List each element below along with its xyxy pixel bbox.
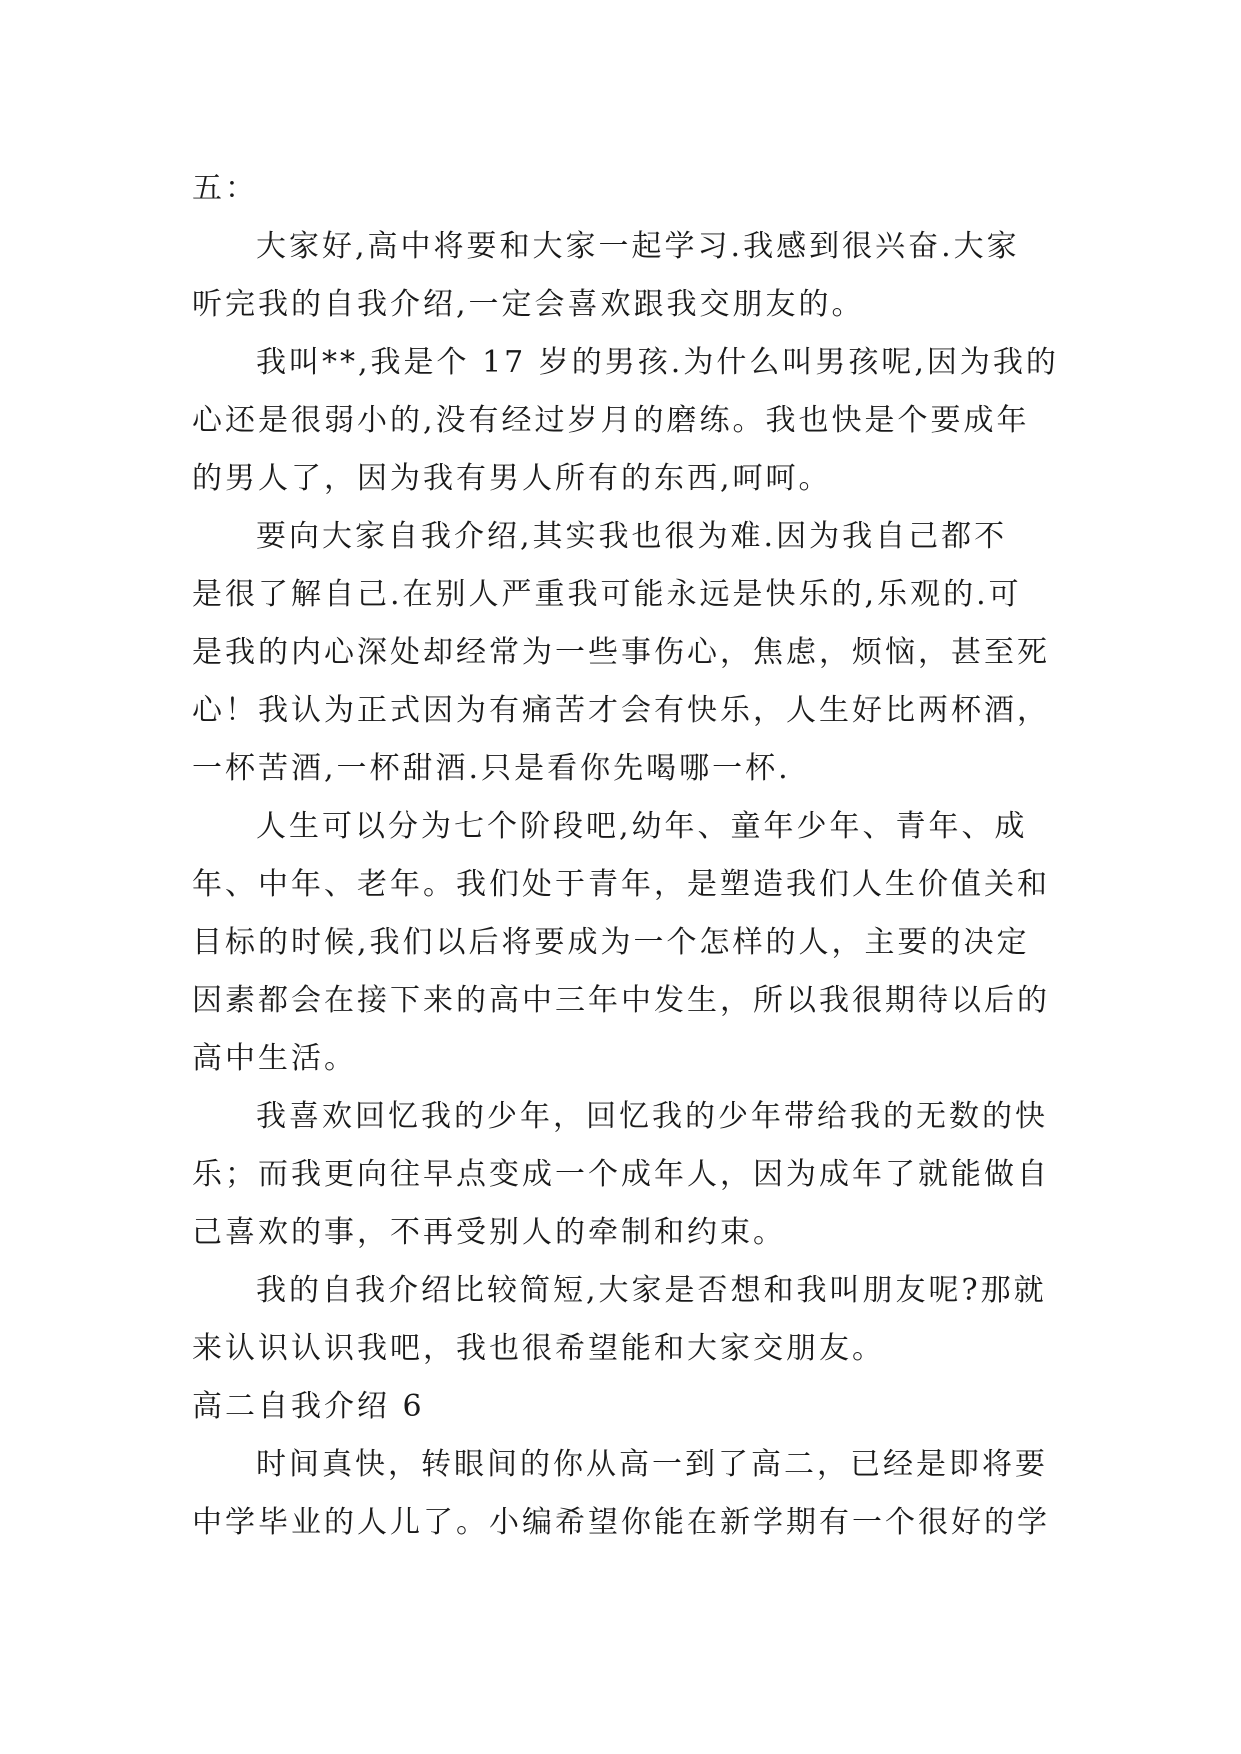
text-line: 中学毕业的人儿了。小编希望你能在新学期有一个很好的学 bbox=[192, 1505, 1050, 1540]
text-line: 时间真快，转眼间的你从高一到了高二，已经是即将要 bbox=[256, 1447, 1048, 1482]
text-line: 一杯苦酒,一杯甜酒.只是看你先喝哪一杯. bbox=[192, 751, 791, 786]
text-line: 人生可以分为七个阶段吧,幼年、童年少年、青年、成 bbox=[256, 809, 1028, 844]
text-line: 我叫**,我是个 17 岁的男孩.为什么叫男孩呢,因为我的 bbox=[256, 345, 1059, 380]
document-body bbox=[192, 160, 1060, 1552]
text-line: 我的自我介绍比较简短,大家是否想和我叫朋友呢?那就 bbox=[256, 1273, 1047, 1308]
text-line: 来认识认识我吧，我也很希望能和大家交朋友。 bbox=[192, 1331, 885, 1366]
text-line: 心还是很弱小的,没有经过岁月的磨练。我也快是个要成年 bbox=[192, 403, 1030, 438]
text-line: 是很了解自己.在别人严重我可能永远是快乐的,乐观的.可 bbox=[192, 577, 1022, 612]
text-line: 乐；而我更向往早点变成一个成年人，因为成年了就能做自 bbox=[192, 1157, 1050, 1192]
text-line: 目标的时候,我们以后将要成为一个怎样的人，主要的决定 bbox=[192, 925, 1030, 960]
text-line: 高中生活。 bbox=[192, 1041, 357, 1076]
text-line: 高二自我介绍 6 bbox=[192, 1389, 425, 1424]
text-line: 是我的内心深处却经常为一些事伤心，焦虑，烦恼，甚至死 bbox=[192, 635, 1050, 670]
text-line: 要向大家自我介绍,其实我也很为难.因为我自己都不 bbox=[256, 519, 1008, 554]
text-line: 因素都会在接下来的高中三年中发生，所以我很期待以后的 bbox=[192, 983, 1050, 1018]
text-line: 五： bbox=[192, 171, 258, 206]
text-line: 听完我的自我介绍,一定会喜欢跟我交朋友的。 bbox=[192, 287, 865, 322]
text-line: 心！我认为正式因为有痛苦才会有快乐，人生好比两杯酒， bbox=[192, 693, 1050, 728]
text-line: 年、中年、老年。我们处于青年，是塑造我们人生价值关和 bbox=[192, 867, 1050, 902]
text-line: 我喜欢回忆我的少年，回忆我的少年带给我的无数的快 bbox=[256, 1099, 1048, 1134]
text-line: 大家好,高中将要和大家一起学习.我感到很兴奋.大家 bbox=[256, 229, 1020, 264]
text-line: 的男人了，因为我有男人所有的东西,呵呵。 bbox=[192, 461, 832, 496]
text-line: 己喜欢的事，不再受别人的牵制和约束。 bbox=[192, 1215, 786, 1250]
